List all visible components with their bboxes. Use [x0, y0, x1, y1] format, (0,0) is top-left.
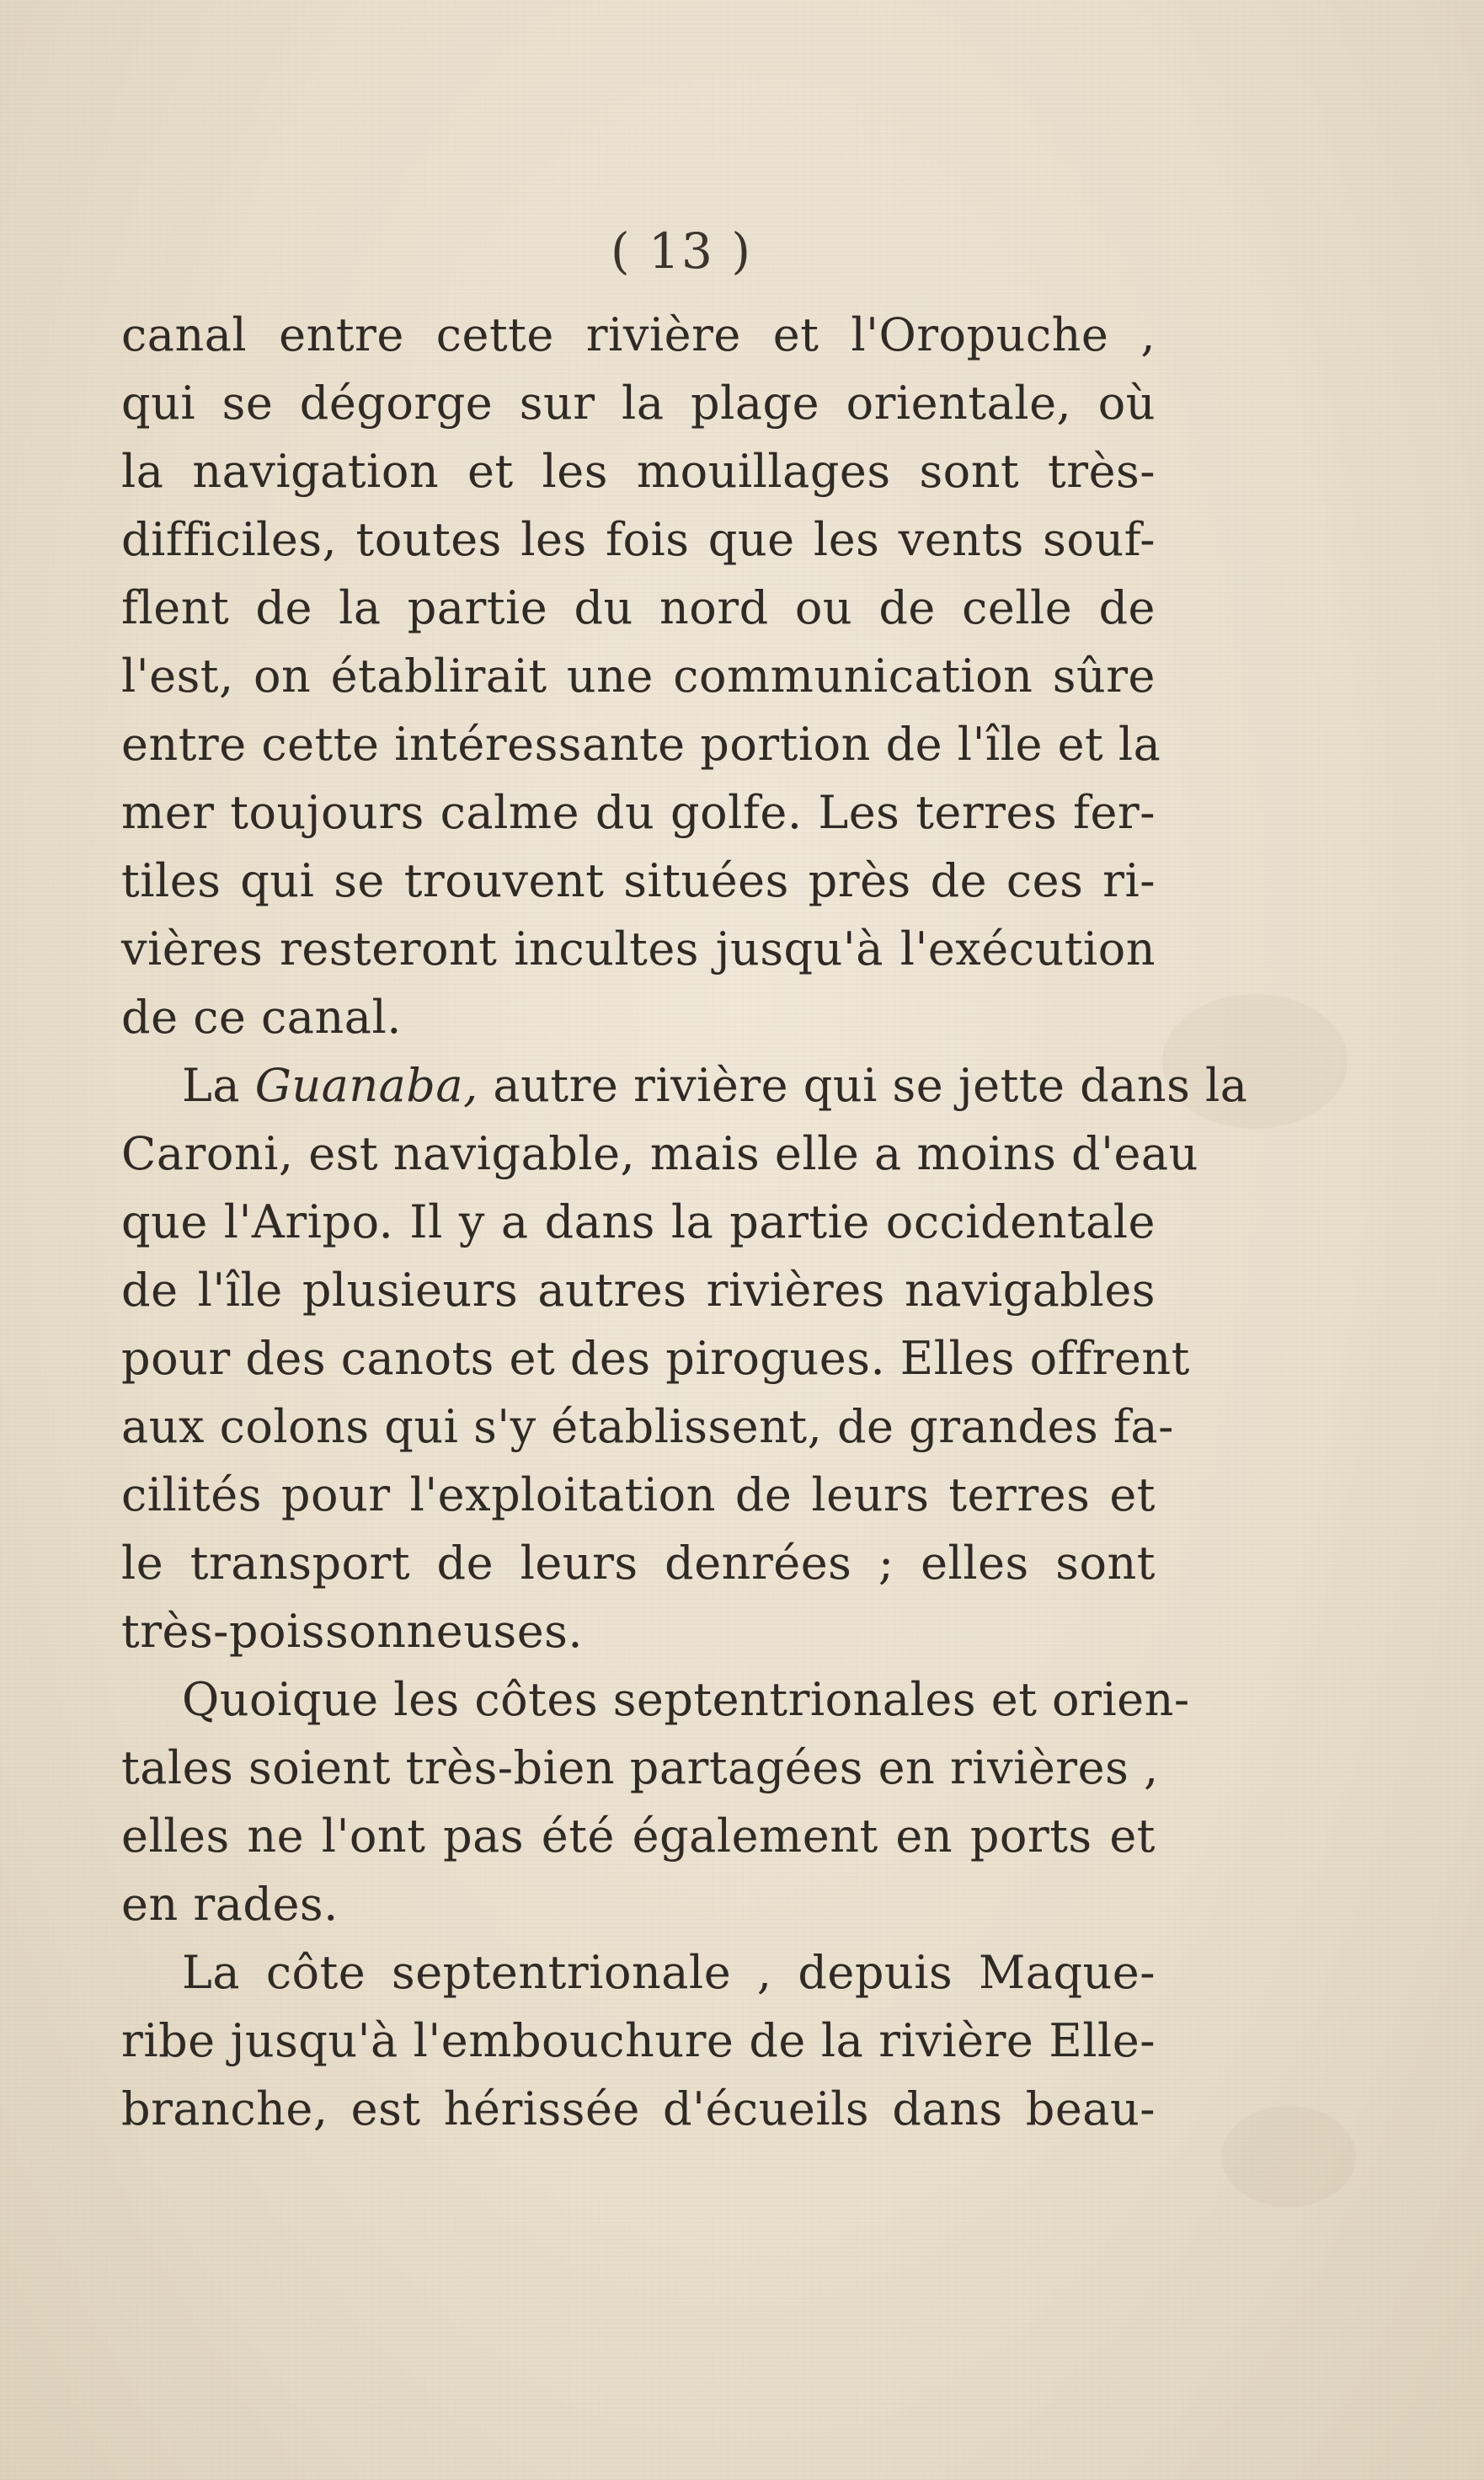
text-line — [121, 301, 1156, 369]
text-run: flent de la partie du nord ou de celle de — [121, 581, 1156, 634]
page-number: ( 13 ) — [611, 222, 752, 280]
text-line — [121, 1802, 1156, 1870]
text-run: Caroni, est navigable, mais elle a moins d'eau — [121, 1127, 1198, 1180]
paper-stain — [1221, 2106, 1356, 2207]
text-run: de ce canal. — [121, 991, 402, 1044]
text-line — [121, 1529, 1156, 1597]
text-line — [121, 1665, 1190, 1734]
text-line — [121, 1870, 1156, 1938]
text-run: tiles qui se trouvent situées près de ces ri- — [121, 854, 1156, 907]
text-line — [121, 1051, 1248, 1120]
text-line — [121, 574, 1156, 642]
text-run: l'est, on établirait une communication sûre — [121, 649, 1156, 703]
text-run: en rades. — [121, 1878, 339, 1931]
text-line — [121, 642, 1156, 710]
text-line — [121, 369, 1156, 437]
text-line — [121, 915, 1156, 983]
text-run: mer toujours calme du golfe. Les terres fer- — [121, 786, 1156, 839]
text-run: aux colons qui s'y établissent, de grandes fa- — [121, 1400, 1174, 1453]
text-line — [121, 1392, 1174, 1461]
text-run: pour des canots et des pirogues. Elles offrent — [121, 1332, 1190, 1385]
text-run: tales soient très-bien partagées en rivières , — [121, 1741, 1159, 1794]
text-run: canal entre cette rivière et l'Oropuche , — [121, 308, 1156, 361]
text-run: branche, est hérissée d'écueils dans beau- — [121, 2082, 1156, 2135]
text-run: vières resteront incultes jusqu'à l'exécution — [121, 922, 1156, 975]
text-line — [121, 1938, 1156, 2007]
text-run: que l'Aripo. Il y a dans la partie occidentale — [121, 1195, 1156, 1248]
text-line — [121, 1324, 1190, 1392]
text-line — [121, 2075, 1156, 2143]
text-run: cilités pour l'exploitation de leurs terres et — [121, 1468, 1156, 1521]
text-run: difficiles, toutes les fois que les vents souf- — [121, 513, 1156, 566]
text-run: de l'île plusieurs autres rivières navigables — [121, 1264, 1156, 1317]
text-line — [121, 505, 1156, 574]
text-run: la navigation et les mouillages sont très- — [121, 445, 1156, 498]
text-line — [121, 1597, 1156, 1665]
text-run: Quoique les côtes septentrionales et orien- — [182, 1673, 1190, 1726]
text-run: autre rivière qui se jette dans la — [478, 1059, 1248, 1112]
text-line — [121, 1734, 1159, 1802]
text-line — [121, 847, 1156, 915]
text-run: La — [182, 1059, 255, 1112]
text-line — [121, 778, 1156, 847]
text-line — [121, 710, 1161, 778]
text-line — [121, 1188, 1156, 1256]
text-run: ribe jusqu'à l'embouchure de la rivière Elle- — [121, 2014, 1156, 2067]
text-run: La côte septentrionale , depuis Maque- — [182, 1946, 1156, 1999]
text-line — [121, 2007, 1156, 2075]
text-run: elles ne l'ont pas été également en ports et — [121, 1809, 1156, 1863]
text-line — [121, 983, 1156, 1051]
text-line — [121, 1256, 1156, 1324]
text-line — [121, 437, 1156, 505]
text-run: très-poissonneuses. — [121, 1605, 584, 1658]
text-run: entre cette intéressante portion de l'île et la — [121, 718, 1161, 771]
text-run: le transport de leurs denrées ; elles sont — [121, 1537, 1156, 1590]
body-text — [121, 301, 1248, 2143]
italic-text: Guanaba, — [254, 1059, 478, 1112]
text-line — [121, 1120, 1198, 1188]
text-line — [121, 1461, 1156, 1529]
text-run: qui se dégorge sur la plage orientale, où — [121, 377, 1156, 430]
